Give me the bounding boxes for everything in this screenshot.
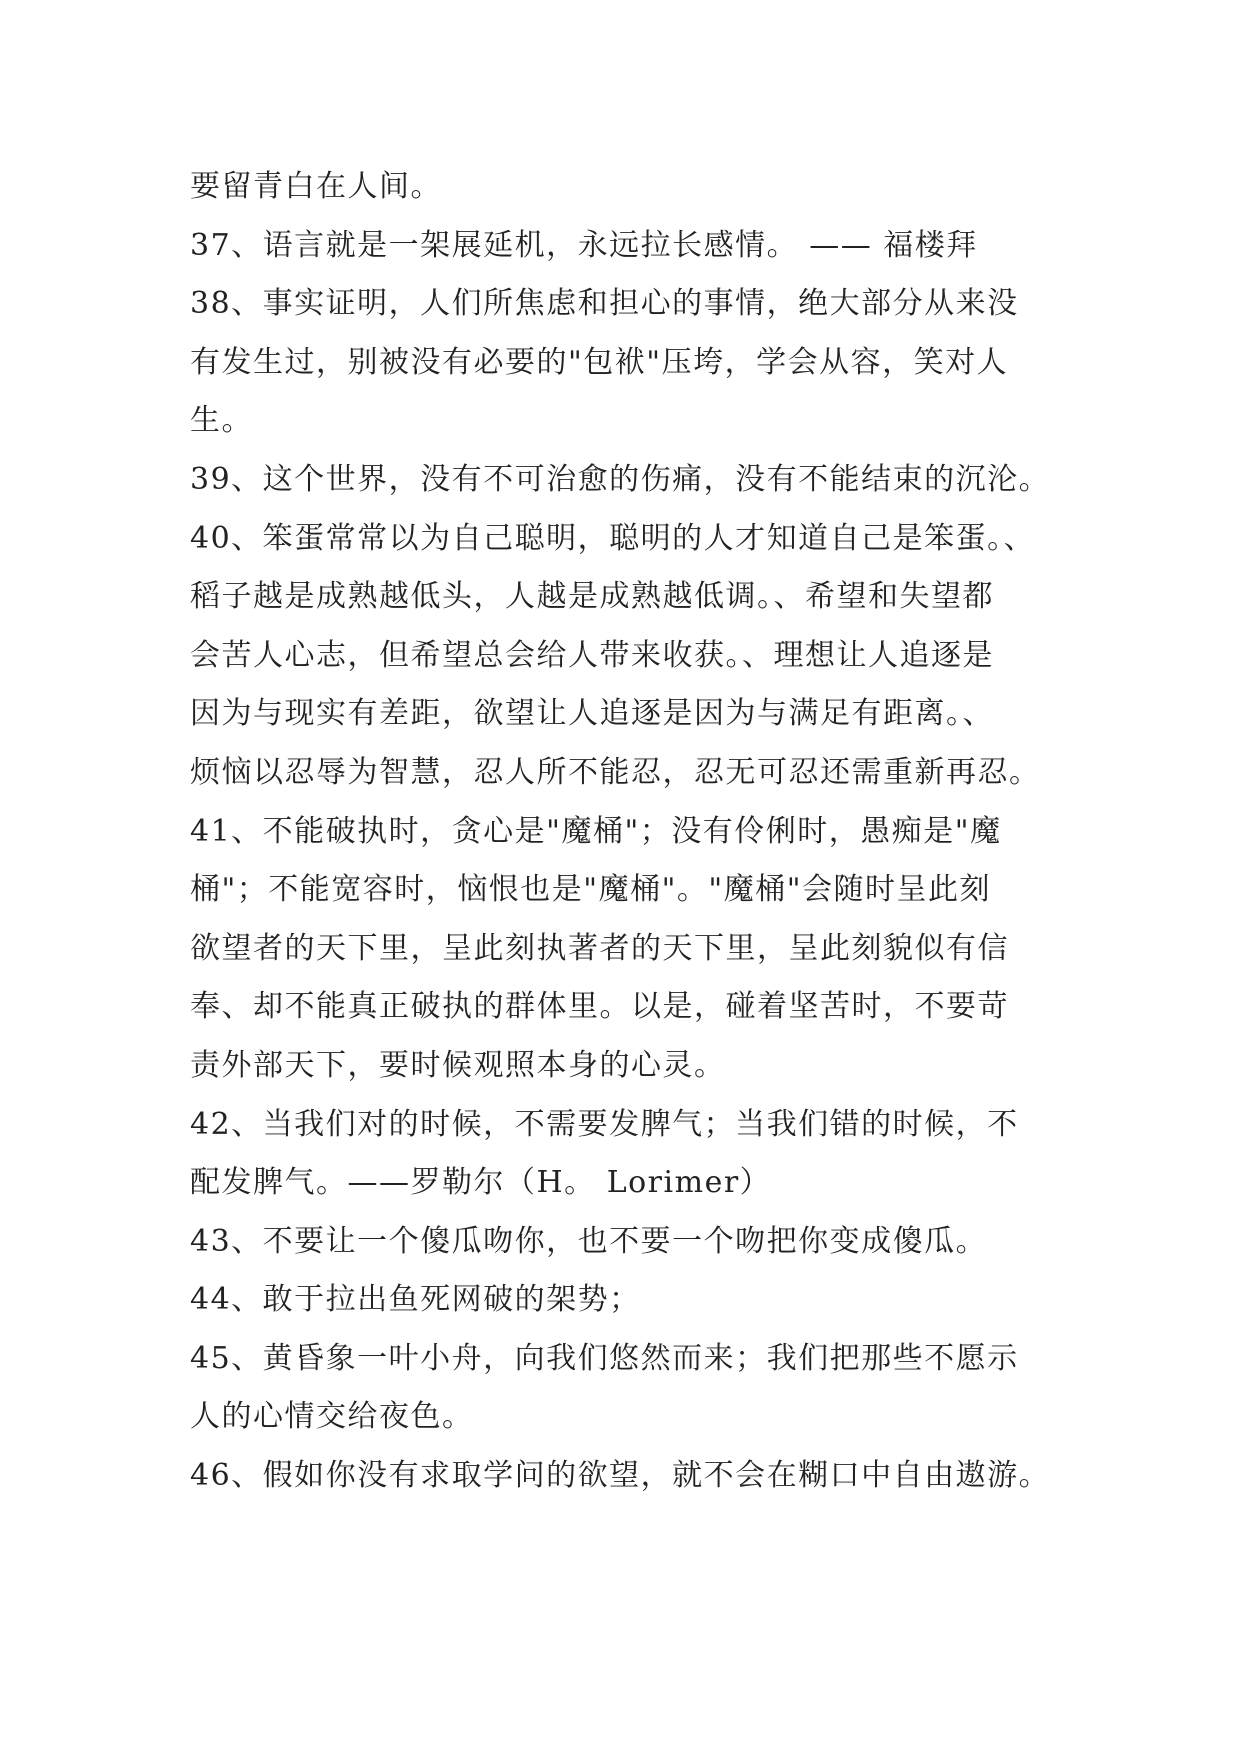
body-text <box>190 158 1070 1506</box>
text-line: 人的心情交给夜色。 <box>190 1399 474 1435</box>
text-line: 配发脾气。——罗勒尔（H。 Lorimer） <box>190 1165 772 1201</box>
text-line: 40、笨蛋常常以为自己聪明，聪明的人才知道自己是笨蛋。、 <box>190 520 1036 556</box>
text-line: 要留青白在人间。 <box>190 169 442 204</box>
text-line: 41、不能破执时，贪心是"魔桶"；没有伶俐时，愚痴是"魔 <box>190 813 1002 849</box>
text-line: 43、不要让一个傻瓜吻你，也不要一个吻把你变成傻瓜。 <box>190 1223 988 1259</box>
text-line: 欲望者的天下里，呈此刻执著者的天下里，呈此刻貌似有信 <box>190 930 1009 966</box>
text-line: 46、假如你没有求取学问的欲望，就不会在糊口中自由遨游。 <box>190 1458 1051 1494</box>
text-line: 44、敢于拉出鱼死网破的架势； <box>190 1282 641 1318</box>
text-line: 桶"；不能宽容时，恼恨也是"魔桶"。"魔桶"会随时呈此刻 <box>190 872 991 908</box>
text-line: 38、事实证明，人们所焦虑和担心的事情，绝大部分从来没 <box>190 286 1019 322</box>
text-line: 烦恼以忍辱为智慧，忍人所不能忍，忍无可忍还需重新再忍。 <box>190 754 1041 790</box>
text-line: 42、当我们对的时候，不需要发脾气；当我们错的时候，不 <box>190 1106 1019 1142</box>
text-line: 责外部天下，要时候观照本身的心灵。 <box>190 1047 726 1083</box>
text-line: 会苦人心志，但希望总会给人带来收获。、理想让人追逐是 <box>190 637 994 673</box>
text-line: 稻子越是成熟越低头，人越是成熟越低调。、希望和失望都 <box>190 579 994 615</box>
text-line: 生。 <box>190 403 253 439</box>
text-line: 有发生过，别被没有必要的"包袱"压垮，学会从容，笑对人 <box>190 344 1009 380</box>
text-line: 奉、却不能真正破执的群体里。以是，碰着坚苦时，不要苛 <box>190 989 1009 1025</box>
text-line: 37、语言就是一架展延机，永远拉长感情。 —— 福楼拜 <box>190 227 978 263</box>
text-line: 45、黄昏象一叶小舟，向我们悠然而来；我们把那些不愿示 <box>190 1340 1019 1376</box>
text-line: 39、这个世界，没有不可治愈的伤痛，没有不能结束的沉沦。 <box>190 461 1051 497</box>
text-line: 因为与现实有差距，欲望让人追逐是因为与满足有距离。、 <box>190 696 994 732</box>
